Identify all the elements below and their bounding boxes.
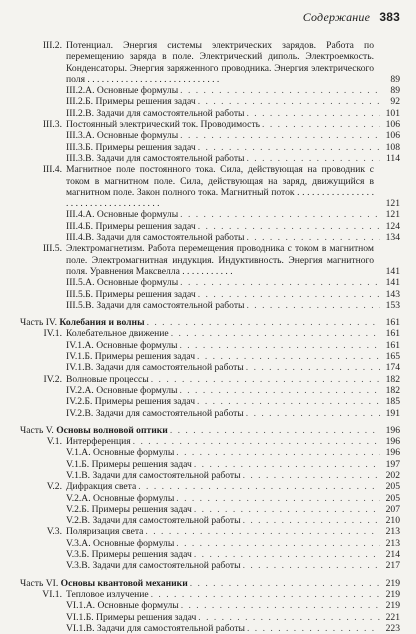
toc-entry: [20, 600, 400, 611]
toc-page: 205: [385, 492, 400, 504]
toc-page: 210: [385, 515, 400, 527]
toc-title: Задачи для самостоятельной работы: [96, 299, 245, 311]
toc-code: V.2.В.: [66, 515, 91, 527]
toc-page: 207: [385, 503, 400, 515]
toc-page: 89: [390, 73, 400, 85]
toc-code: V.3.: [46, 526, 62, 538]
toc-code: IV.2.А.: [66, 384, 94, 396]
toc-title: Дифракция света: [66, 481, 137, 493]
toc-code: IV.1.Б.: [66, 351, 93, 363]
toc-title: Основные формулы: [96, 339, 178, 351]
toc-title: Задачи для самостоятельной работы: [96, 152, 245, 164]
toc-code: V.1.: [46, 436, 62, 448]
header-page-number: 383: [379, 10, 400, 24]
toc-title: Примеры решения задач: [94, 396, 196, 408]
toc-page: 106: [385, 130, 400, 142]
toc-entry: [20, 119, 400, 130]
toc-page: 185: [385, 396, 400, 408]
toc-title: Задачи для самостоятельной работы: [96, 107, 245, 119]
toc-entry: [20, 289, 400, 300]
toc-entry: [20, 130, 400, 141]
toc-title: Интерференция: [66, 436, 131, 448]
toc-title: Основы волновой оптики: [56, 424, 168, 436]
toc-page: 217: [385, 560, 400, 572]
toc-title: Примеры решения задач: [96, 611, 197, 623]
toc-page: 108: [385, 141, 400, 153]
toc-entry: [20, 396, 400, 407]
toc-entry: [20, 549, 400, 560]
toc-code: III.2.В.: [66, 107, 94, 119]
table-of-contents: [20, 40, 400, 634]
toc-title: Примеры решения задач: [91, 458, 192, 470]
toc-code: V.1.А.: [66, 447, 91, 459]
toc-entry: [20, 408, 400, 419]
toc-entry: [20, 351, 400, 362]
toc-page: 124: [385, 220, 400, 232]
toc-entry: [20, 362, 400, 373]
toc-code: V.2.: [46, 481, 62, 493]
toc-entry: [20, 243, 400, 277]
toc-page: 221: [385, 611, 400, 623]
toc-code: III.4.В.: [66, 232, 94, 244]
toc-page: 174: [385, 362, 400, 374]
toc-title: Основные формулы: [93, 537, 175, 549]
toc-page: 196: [385, 447, 400, 459]
toc-code: Часть V.: [20, 424, 54, 436]
toc-entry: [20, 108, 400, 119]
toc-page: 213: [385, 537, 400, 549]
toc-page: 202: [385, 469, 400, 481]
toc-entry: [20, 436, 400, 447]
toc-code: III.4.: [42, 164, 62, 176]
toc-title: Постоянный электрический ток. Проводимость: [66, 119, 261, 131]
toc-entry: [20, 623, 400, 634]
toc-code: III.3.Б.: [66, 141, 94, 153]
toc-title: Задачи для самостоятельной работы: [92, 515, 241, 527]
toc-page: 89: [390, 85, 400, 97]
toc-page: 213: [385, 526, 400, 538]
toc-title: Основные формулы: [96, 209, 179, 221]
toc-code: III.3.В.: [66, 152, 94, 164]
toc-entry: [20, 447, 400, 458]
toc-entry: [20, 340, 400, 351]
toc-page: 161: [385, 339, 400, 351]
toc-page: 134: [385, 232, 400, 244]
toc-text: Электромагнетизм. Работа перемещения проводника с током в магнитном поле. Электромагнитная индукция. Индуктивность. Энергия магнитного поля. Уравнения Максвелла . . . . . . . . . . . 141: [66, 243, 400, 277]
toc-entry: [20, 209, 400, 220]
toc-page: 191: [385, 407, 400, 419]
toc-page: 141: [385, 265, 400, 277]
toc-code: III.2.: [42, 40, 62, 51]
toc-entry: [20, 232, 400, 243]
toc-code: III.3.: [42, 119, 62, 131]
toc-part: [20, 425, 400, 436]
toc-code: Часть IV.: [20, 317, 58, 329]
toc-entry: [20, 221, 400, 232]
toc-title: Тепловое излучение: [66, 588, 149, 600]
toc-entry: [20, 85, 400, 96]
toc-entry: [20, 328, 400, 339]
toc-page: 182: [385, 384, 400, 396]
toc-code: VI.1.: [42, 588, 62, 600]
toc-entry: [20, 164, 400, 209]
toc-part: [20, 578, 400, 589]
toc-page: 196: [385, 436, 400, 448]
toc-title: Задачи для самостоятельной работы: [92, 560, 241, 572]
toc-page: 219: [385, 600, 400, 612]
toc-entry: [20, 300, 400, 311]
toc-entry: [20, 538, 400, 549]
toc-code: III.5.В.: [66, 299, 94, 311]
toc-title: Примеры решения задач: [95, 141, 196, 153]
toc-entry: [20, 504, 400, 515]
toc-title: Основные формулы: [96, 130, 179, 142]
toc-title: Основные формулы: [96, 384, 178, 396]
toc-entry: [20, 560, 400, 571]
toc-page: 214: [385, 549, 400, 561]
toc-code: III.3.А.: [66, 130, 95, 142]
toc-code: V.3.Б.: [66, 549, 90, 561]
toc-title: Задачи для самостоятельной работы: [95, 362, 244, 374]
toc-code: IV.1.В.: [66, 362, 94, 374]
toc-title: Основные формулы: [93, 447, 175, 459]
toc-code: III.2.А.: [66, 85, 95, 97]
toc-code: IV.1.: [43, 328, 62, 340]
toc-entry: [20, 153, 400, 164]
toc-page: 182: [385, 373, 400, 385]
header-title: Содержание: [302, 10, 371, 24]
toc-title: Примеры решения задач: [91, 549, 192, 561]
toc-entry: [20, 40, 400, 85]
toc-code: III.4.Б.: [66, 220, 94, 232]
toc-page: 161: [385, 328, 400, 340]
toc-page: 141: [385, 277, 400, 289]
toc-title: Задачи для самостоятельной работы: [96, 232, 245, 244]
toc-code: IV.2.В.: [66, 407, 94, 419]
toc-code: IV.1.А.: [66, 339, 94, 351]
toc-text: Магнитное поле постоянного тока. Сила, действующая на проводник с током в магнитном поле. Сила, действующая на заряд, движущийся в магнитном поле. Закон полного тока. Магнитный поток . . . . . . . . . . . . . . . . . . . . . . . . . . . . . . . . . . . . 121: [66, 164, 400, 210]
toc-title: Примеры решения задач: [91, 503, 192, 515]
toc-entry: [20, 277, 400, 288]
toc-entry: [20, 459, 400, 470]
toc-code: III.4.А.: [66, 209, 95, 221]
toc-entry: [20, 515, 400, 526]
toc-page: 121: [385, 198, 400, 210]
toc-page: 219: [385, 577, 400, 589]
toc-title: Волновые процессы: [66, 373, 149, 385]
toc-page: 219: [385, 588, 400, 600]
toc-code: V.1.Б.: [66, 458, 90, 470]
toc-page: 161: [385, 317, 400, 329]
toc-code: VI.1.А.: [66, 600, 96, 612]
toc-entry: [20, 96, 400, 107]
toc-page: 106: [385, 119, 400, 131]
toc-page: 153: [385, 299, 400, 311]
toc-text: Потенциал. Энергия системы электрических зарядов. Работа по перемещению заряда в поле. Электрический диполь. Электроемкость. Конденсаторы. Энергия заряженного проводника. Энергия электрического поля . . . . . . . . . . . . . . . . . . . . . . . . . . . . 89: [66, 40, 400, 85]
page-header: [303, 10, 400, 25]
toc-code: V.3.А.: [66, 537, 91, 549]
toc-page: 197: [385, 458, 400, 470]
toc-entry: [20, 470, 400, 481]
toc-entry: [20, 526, 400, 537]
toc-code: VI.1.Б.: [66, 611, 94, 623]
toc-title: Примеры решения задач: [95, 96, 196, 108]
toc-entry: [20, 493, 400, 504]
toc-title: Примеры решения задач: [94, 351, 196, 363]
toc-code: IV.2.: [43, 373, 62, 385]
toc-code: V.3.В.: [66, 560, 91, 572]
toc-title: Основы квантовой механики: [60, 577, 188, 589]
toc-page: 92: [390, 96, 400, 108]
toc-page: 114: [385, 152, 400, 164]
toc-code: Часть VI.: [20, 577, 59, 589]
toc-part: [20, 317, 400, 328]
toc-title: Магнитное поле постоянного тока. Сила, действующая на проводник с током в магнитном поле. Сила, действующая на заряд, движущийся в магнитном поле. Закон полного тока. Магнитный поток: [66, 164, 374, 198]
toc-entry: [20, 142, 400, 153]
toc-entry: [20, 385, 400, 396]
toc-title: Примеры решения задач: [95, 288, 196, 300]
toc-title: Задачи для самостоятельной работы: [96, 622, 245, 634]
toc-title: Основные формулы: [96, 277, 179, 289]
toc-code: V.1.В.: [66, 469, 91, 481]
toc-title: Основные формулы: [96, 85, 179, 97]
toc-code: III.5.А.: [66, 277, 95, 289]
toc-code: V.2.А.: [66, 492, 91, 504]
toc-title: Основные формулы: [97, 600, 179, 612]
toc-title: Колебательное движение: [66, 328, 169, 340]
toc-page: 121: [385, 209, 400, 221]
toc-code: III.5.Б.: [66, 288, 94, 300]
toc-title: Поляризация света: [66, 526, 144, 538]
toc-entry: [20, 481, 400, 492]
toc-page: 205: [385, 481, 400, 493]
toc-entry: [20, 374, 400, 385]
toc-code: III.2.Б.: [66, 96, 94, 108]
toc-page: 101: [385, 107, 400, 119]
toc-code: IV.2.Б.: [66, 396, 93, 408]
toc-title: Потенциал. Энергия системы электрических зарядов. Работа по перемещению заряда в поле. Электрический диполь. Электроемкость. Конденсаторы. Энергия заряженного проводника. Энергия электрического поля: [66, 40, 374, 85]
toc-title: Задачи для самостоятельной работы: [95, 407, 244, 419]
toc-page: 165: [385, 351, 400, 363]
toc-title: Электромагнетизм. Работа перемещения проводника с током в магнитном поле. Электромагнитная индукция. Индуктивность. Энергия магнитного поля. Уравнения Максвелла: [66, 243, 374, 277]
toc-code: VI.1.В.: [66, 622, 95, 634]
toc-page: 143: [385, 288, 400, 300]
toc-title: Примеры решения задач: [95, 220, 196, 232]
toc-entry: [20, 589, 400, 600]
toc-title: Основные формулы: [93, 492, 175, 504]
toc-entry: [20, 612, 400, 623]
toc-code: III.5.: [42, 243, 62, 255]
toc-title: Колебания и волны: [59, 317, 145, 329]
toc-page: 223: [385, 622, 400, 634]
toc-code: V.2.Б.: [66, 503, 90, 515]
toc-page: 196: [385, 424, 400, 436]
toc-title: Задачи для самостоятельной работы: [92, 469, 241, 481]
